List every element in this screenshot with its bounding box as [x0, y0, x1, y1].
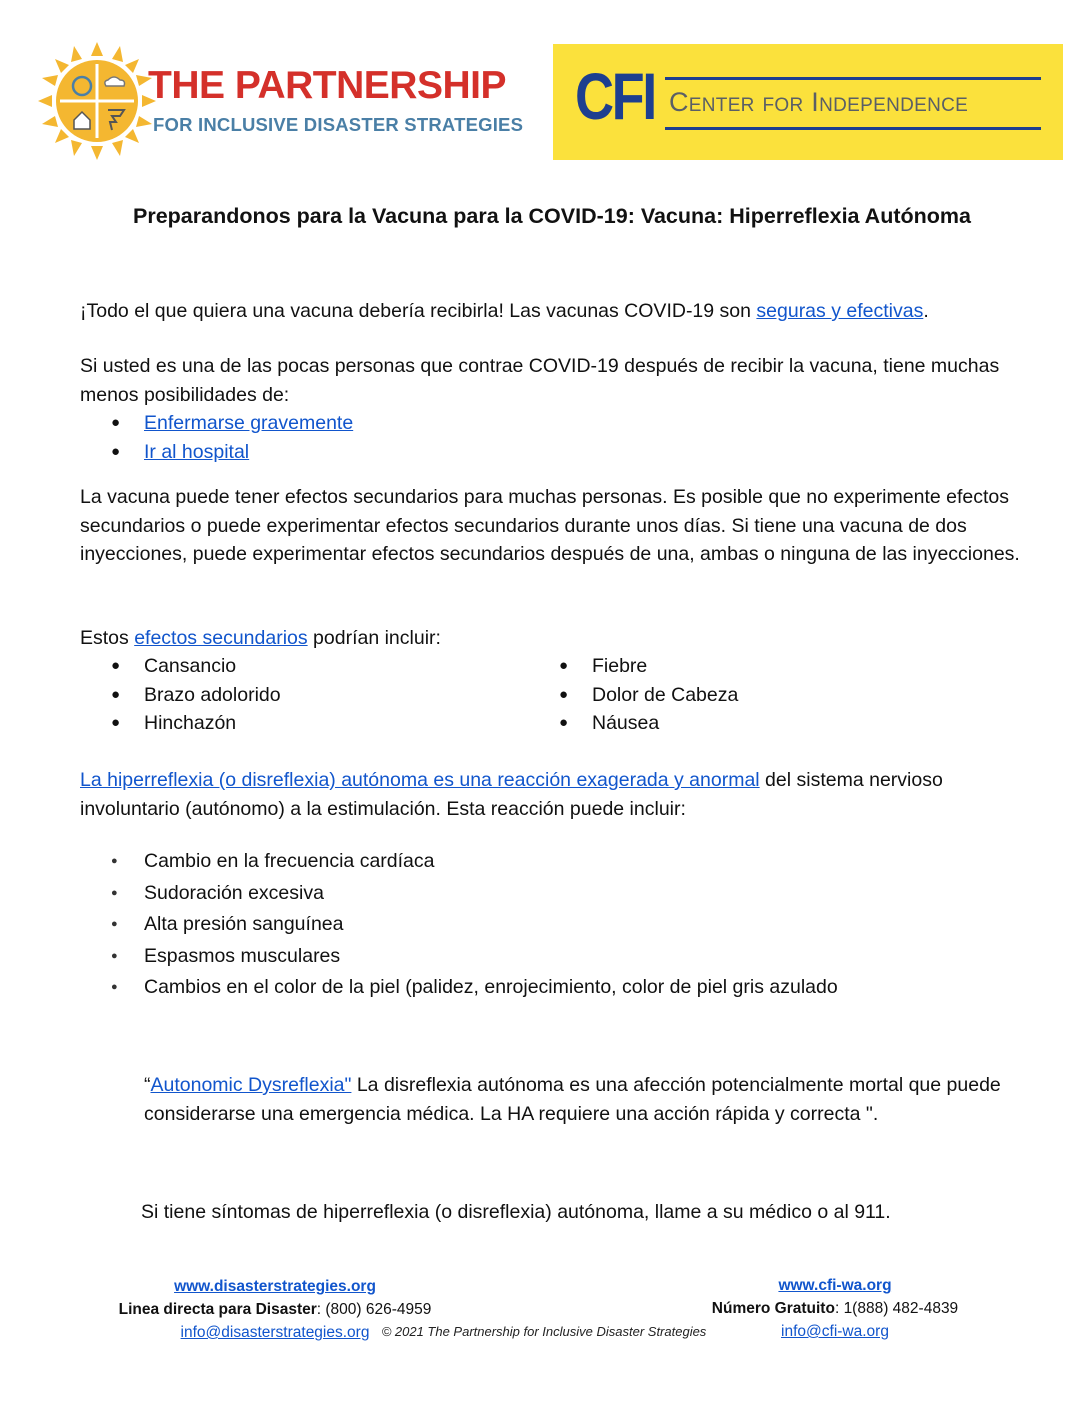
intro-end: . [923, 300, 929, 322]
hyperreflexia-link[interactable]: La hiperreflexia (o disreflexia) autónoma es una reacción exagerada y anormal [80, 769, 760, 791]
effects-before: Estos [80, 627, 135, 649]
cfi-abbrev: CFI [575, 59, 655, 133]
severe-illness-link[interactable]: Enfermarse gravemente [144, 412, 354, 434]
disasterstrategies-link[interactable]: www.disasterstrategies.org [174, 1278, 376, 1295]
list-item [80, 438, 680, 467]
effects-list-right [528, 652, 968, 738]
reaction-list [80, 846, 1040, 1004]
list-item: ● Cansancio [80, 652, 520, 681]
list-item: ● Dolor de Cabeza [528, 681, 968, 710]
effects-intro [80, 624, 1040, 653]
quote-text: La disreflexia autónoma es una afección potencialmente mortal que puede considerarse una emergencia médica. La HA requiere una acción rápida y correcta ". [144, 1074, 1001, 1125]
effects-after: podrían incluir: [307, 627, 441, 649]
hyperreflexia-paragraph [80, 766, 1035, 823]
list-item: ● Hinchazón [80, 709, 520, 738]
tollfree-number: : 1(888) 482-4839 [834, 1300, 959, 1317]
quote-paragraph [144, 1071, 1029, 1128]
side-effects-link[interactable]: efectos secundarios [134, 627, 308, 649]
cfi-rule-top [665, 77, 1041, 80]
hyperreflexia-text: del sistema nervioso involuntario (autónomo) a la estimulación. Esta reacción puede incluir: [80, 769, 943, 820]
intro-text: ¡Todo el que quiera una vacuna debería recibirla! Las vacunas COVID-19 son [80, 300, 757, 322]
disasterstrategies-email-link[interactable]: info@disasterstrategies.org [180, 1324, 370, 1341]
hotline-line [80, 1298, 470, 1321]
list-item [80, 409, 680, 438]
quote-open: “ [144, 1074, 151, 1096]
breakthrough-paragraph: Si usted es una de las pocas personas que contrae COVID-19 después de recibir la vacuna, tiene muchas menos posibilidades de: [80, 355, 1000, 406]
page-title: Preparandonos para la Vacuna para la COVID-19: Vacuna: Hiperreflexia Autónoma [133, 204, 971, 228]
list-item: ● Brazo adolorido [80, 681, 520, 710]
autonomic-dysreflexia-link[interactable]: Autonomic Dysreflexia" [150, 1074, 352, 1096]
cfi-website-link[interactable]: www.cfi-wa.org [778, 1277, 892, 1294]
list-item: ● Espasmos musculares [80, 941, 1040, 973]
sun-icon [38, 42, 156, 160]
partnership-subtitle: FOR INCLUSIVE DISASTER STRATEGIES [153, 114, 524, 135]
hotline-label: Linea directa para Disaster [118, 1301, 317, 1318]
list-item: ● Fiebre [528, 652, 968, 681]
partnership-logo [38, 42, 558, 160]
cfi-email-link[interactable]: info@cfi-wa.org [781, 1323, 889, 1340]
partnership-title: THE PARTNERSHIP [148, 64, 506, 107]
list-item: ● Náusea [528, 709, 968, 738]
cfi-name: Center for Independence [669, 87, 969, 117]
list-item: ● Cambio en la frecuencia cardíaca [80, 846, 1040, 878]
safe-effective-link[interactable]: seguras y efectivas [756, 300, 924, 322]
list-item: ● Sudoración excesiva [80, 878, 1040, 910]
tollfree-line [690, 1297, 980, 1320]
cfi-logo [553, 44, 1063, 160]
call-doctor-text: Si tiene síntomas de hiperreflexia (o disreflexia) autónoma, llame a su médico o al 911. [141, 1201, 891, 1223]
hospital-link[interactable]: Ir al hospital [144, 440, 250, 463]
breakthrough-list [80, 409, 680, 466]
effects-list-left [80, 652, 520, 738]
tollfree-label: Número Gratuito [711, 1300, 835, 1317]
copyright: © 2021 The Partnership for Inclusive Disaster Strategies [381, 1324, 707, 1339]
list-item: ● Alta presión sanguínea [80, 909, 1040, 941]
cfi-rule-bottom [665, 127, 1041, 130]
side-effects-paragraph: La vacuna puede tener efectos secundarios para muchas personas. Es posible que no experimente efectos secundarios o puede experimentar efectos secundarios durante unos días. Si tiene una vacuna de dos inyecciones, puede experimentar efectos secundarios después de una, ambas o ninguna de las inyecciones. [80, 486, 1020, 565]
intro-paragraph [80, 297, 1040, 326]
list-item: ● Cambios en el color de la piel (palidez, enrojecimiento, color de piel gris azulado [80, 972, 1040, 1004]
hotline-number: : (800) 626-4959 [316, 1301, 432, 1318]
